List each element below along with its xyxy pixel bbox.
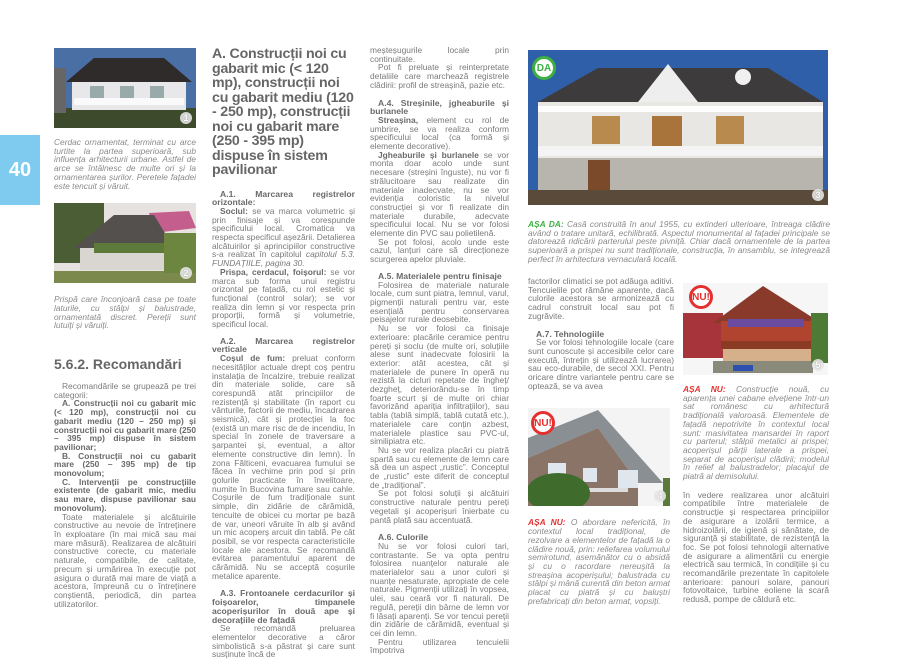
lead: Prispa, cerdacul, foișorul: xyxy=(220,267,326,277)
subheading: A.2. Marcarea registrelor verticale xyxy=(212,337,355,354)
paragraph: Pentru utilizarea tencuielii împotriva xyxy=(370,638,509,655)
column-2-text xyxy=(212,190,355,659)
column-4 xyxy=(528,277,674,605)
paragraph: Pot fi preluate și reinterpretate detaliile care marchează registrele clădirii: profil de streașină, pazie etc. xyxy=(370,63,509,89)
category-a: A. Construcții noi cu gabarit mic (< 120 mp), construcții noi cu gabarit mediu (120 – 250 mp) și construcții noi cu gabarit mare (250 – 395 mp) dispuse în sistem pavilionar; xyxy=(54,398,196,452)
column-4-text xyxy=(528,277,674,390)
subheading: A.1. Marcarea registrelor orizontale: xyxy=(212,190,355,207)
paragraph: Nu se vor folosi culori tari, contrastante. Se va opta pentru folosirea nuanțelor naturale ale materialelor sau a unor culori și nuanțe nesaturate, apropiate de cele naturale. Pigmenții utilizați în vopsea, ulei, sau ceară vor fi naturali. De regulă, pereții din bârne de lemn vor fi lăsați aparenți. Se vor tencui pereții din zidărie de cărămidă, eventual și cei din lemn. xyxy=(370,542,509,638)
nu-badge: NU! xyxy=(531,411,555,435)
photo-5-caption xyxy=(683,385,829,481)
subheading: A.6. Culorile xyxy=(370,533,509,542)
lead: Soclul: xyxy=(220,206,248,216)
subheading: A.4. Streșinile, jgheaburile și burlanele xyxy=(370,99,509,116)
photo-1-caption: Cerdac ornamentat, terminat cu arce turtite la partea superioară, sub influența arhitecturii urbane. Astfel de arce se întâlnesc de multe ori și la ornamentarea șurilor. Peretele fațadei este tencuit și văruit. xyxy=(54,138,196,190)
photo-4-caption xyxy=(528,518,670,605)
paragraph: factorilor climatici se pot adăuga aditivi. Tencuielile pot rămâne aparente, dacă culorile acestora se armonizează cu cadrul construit local sau pot fi zugrăvite. xyxy=(528,277,674,321)
paragraph: Se recomandă preluarea elementelor decorative a căror simbolistică s-a păstrat și care sunt susținute încă de xyxy=(212,624,355,659)
photo-number: 4 xyxy=(654,490,666,502)
photo-1-cerdac-house xyxy=(54,48,196,128)
text: se vor marca sub forma unui registru orizontal pe fațadă, cu rol estetic și funcțional (control solar); se vor realiza din lemn și vor respecta prin proporții, formă și volumetrie, specificul local. xyxy=(212,267,355,329)
text: se vor monta doar acolo unde sunt necesare (streșini înguste), nu vor fi strălucitoare sau realizate din materiale inadecvate, nu se vor evidenția coloristic la nivelul construcției și vor fi realizate din materiale durabile, adecvate specificului local. Nu se vor folosi elemente din PVC sau polietilenă. xyxy=(370,150,509,238)
paragraph: Recomandările se grupează pe trei categorii: xyxy=(54,382,196,399)
photo-4-nu-house xyxy=(528,408,670,506)
photo-number: 2 xyxy=(180,267,192,279)
caption-lead: AȘA NU: xyxy=(683,384,726,394)
nu-badge: NU! xyxy=(689,285,713,309)
da-badge: DA xyxy=(532,56,556,80)
paragraph: Nu se vor realiza placări cu piatră spartă sau cu elemente de lemn care să dea un aspect „rustic”. Conceptul de „rustic” este diferit de conceptul de „tradițional”. xyxy=(370,446,509,490)
paragraph: în vedere realizarea unor alcătuiri compatibile între materialele de construcție și respectarea principiilor de asigurare a izolării termice, a hidroizolării, de igienă și sănătate, de siguranță și stabilitate, de rezistență la foc. Se pot folosi tehnologii alternative de asigurare a alimentării cu energie electrică sau termică, în condițiile și cu recomandările prezentate în capitolele anterioare: panouri solare, panouri fotovoltaice, turbine eoliene la scară redusă, pompe de căldură etc. xyxy=(683,491,829,604)
paragraph: Se vor folosi tehnologiile locale (care sunt cunoscute și accesibile celor care execută, întrețin și utilizează lucrarea) sau eco-durabile, de secol XXI. Pentru oricare dintre variantele pentru care se optează, se va avea xyxy=(528,338,674,390)
text: se va marca volumetric și prin finisaje și va corespunde specificului local. Cromatica va respecta specificul așezării. Detalierea alcătuirilor și aprincipiilor constructive s-a realizat în capitolul xyxy=(212,206,355,260)
photo-number: 3 xyxy=(812,189,824,201)
paragraph: Se pot folosi, acolo unde este cazul, lanțuri care să direcționeze scurgerea apelor pluviale. xyxy=(370,238,509,264)
subheading: A.5. Materialele pentru finisaje xyxy=(370,272,509,281)
caption-lead: AȘA DA: xyxy=(528,219,564,229)
photo-3-caption xyxy=(528,220,830,264)
photo-3-block xyxy=(528,50,830,264)
section-heading: 5.6.2. Recomandări xyxy=(54,356,196,372)
photo-number: 5 xyxy=(812,359,824,371)
lead: Coșul de fum: xyxy=(220,353,285,363)
reference: capitolul 5.3. FUNDAȚIILE, pagina 30. xyxy=(212,249,355,268)
paragraph: Nu se vor folosi ca finisaje exterioare: placările ceramice pentru pereți și soclu (de multe ori, soluțiile alese sunt inadecvate folosirii la exterior: atât acestea, cât și materialele de punere în operă nu rezistă la cicluri repetate de îngheț/ dezgheț, deteriorându-se în timp foarte scurt și de multe ori chiar favorizând apariția infiltrațiilor), sau tabla (tablă simplă, tablă cutată etc.), materialele care conțin azbest, materialele plastice sau PVC-ul, similipiatra etc. xyxy=(370,324,509,446)
photo-number: 1 xyxy=(180,112,192,124)
photo-3-da-house xyxy=(528,50,828,205)
lead: Jgheaburile și burlanele xyxy=(378,150,479,160)
paragraph: Toate materialele și alcătuirile constructive au nevoie de întreținere în exploatare (în mai mică sau mai mare măsură). Realizarea de alcătuiri constructive corecte, cu materiale naturale, compatibile, de calitate, precum și urmărirea în execuție pot asigura o durată mai mare de viață a acestora, împreună cu o întreținere conștientă, periodică, din partea utilizatorilor. xyxy=(54,513,196,609)
photo-2-prispa-house xyxy=(54,203,196,283)
column-2 xyxy=(212,47,357,659)
subheading: A.7. Tehnologiile xyxy=(528,330,674,339)
paragraph: Folosirea de materiale naturale locale, cum sunt piatra, lemnul, varul, pigmenții naturali pentru var, este esențială pentru conservarea peisajelor rurale deosebite. xyxy=(370,281,509,325)
column-3-text xyxy=(370,46,509,655)
recommendations-text xyxy=(54,382,196,608)
caption-text: O abordare nefericită, în contextul local tradițional, de rezolvare a elementelor de fațadă la o clădire nouă, prin: reliefarea volumului semirotund, asemănător cu o absidă și cu o racordare nereușită la streașina acoperișului; balustrada cu stâlpi și mână curentă din beton armat placat cu piatră și cu baluștri prefabricați din beton armat, vopsiți. xyxy=(528,517,670,605)
paragraph: meșteșugurile locale prin continuitate. xyxy=(370,46,509,63)
subheading: A.3. Frontoanele cerdacurilor și foișoarelor, timpanele acoperișurilor în două ape și decorațiile de fațadă xyxy=(212,589,355,624)
photo-2-caption: Prispă care înconjoară casa pe toate laturile, cu stâlpi și balustrade, ornamentată discret. Pereții sunt lutuiți și văruiți. xyxy=(54,295,196,330)
column-1 xyxy=(54,48,196,608)
category-b: B. Construcții noi cu gabarit mare (250 – 395 mp) de tip monovolum; xyxy=(54,451,196,478)
text: element cu rol de umbrire, se va realiza conform specificului local (ca formă și elemente decorative). xyxy=(370,115,509,151)
caption-text: Casă construită în anul 1955, cu extinderi ulterioare, întreaga clădire având o tratare unitară, echilibrată. Aspectul monumental al fațadei principale se datorează ridicării parterului peste pivniță. Chiar dacă ornamentele de la partea superioară a prispei nu sunt tradiționale, construcția, în ansamblu, se integrează perfect în arhitectura vernaculară locală. xyxy=(528,219,830,264)
paragraph: Se pot folosi soluții și alcătuiri constructive naturale pentru pereți vegetali și acoperișuri înierbate cu pantă plată sau accentuată. xyxy=(370,489,509,524)
category-a-heading: A. Construcții noi cu gabarit mic (< 120 mp), construcții noi cu gabarit mediu (120 - 250 mp), construcții noi cu gabarit mare (250 - 395 mp) dispuse în sistem pavilionar xyxy=(212,47,357,178)
lead: Streașina, xyxy=(378,115,418,125)
page-number: 40 xyxy=(0,135,40,205)
text: preluat conform necesităților actuale drept coș pentru instalația de încalzire, trebuie realizat din materiale solide, care să corespundă atât principiilor de rezistență și stabilitate (în raport cu vânturile, factorii de mediu, încadrarea seismică), cât și protecției la foc (există un mare risc de de incendiu, în special în zonele de traversare a șarpantei și, eventual, a altor elemente constructive din lemn). În zona Fălticeni, evacuarea fumului se făcea în vechime prin pod și prin golurile practicate în învelitoare, numite în Bucovina fumare sau cahle. Coșurile de fum tradiționale sunt simple, din zidărie de cărămidă, tencuite de obicei cu mortar pe bază de var, uneori văruite în alb și având un mic acoperș arcuit din tablă. Pe cât posibil, se vor respecta caracteristicile locale ale acestora. Se recomandă evitarea paramentului aparent de cărămidă. Nu se acceptă coșurile metalice aparente. xyxy=(212,353,355,581)
column-5-text xyxy=(683,491,829,604)
caption-text: Construcție nouă, cu aparența unei cabane elvețiene într-un sat românesc cu arhitectură tradițională valoroasă. Elementele de fațadă nepotrivite în contextul local sunt: masivitatea mansardei în raport cu parterul; stâlpii metalici ai prispei; acoperișul părții laterale a prispei, separat de acoperișul clădirii; modelul în relief al balustradelor; placajul de piatră al demisolului. xyxy=(683,384,829,481)
category-c: C. Intervenții pe construcțiile existente (de gabarit mic, mediu sau mare, dispuse pavilionar sau monovolum). xyxy=(54,477,196,513)
photo-5-nu-chalet xyxy=(683,283,828,375)
caption-lead: AȘA NU: xyxy=(528,517,566,527)
column-5 xyxy=(683,283,829,604)
